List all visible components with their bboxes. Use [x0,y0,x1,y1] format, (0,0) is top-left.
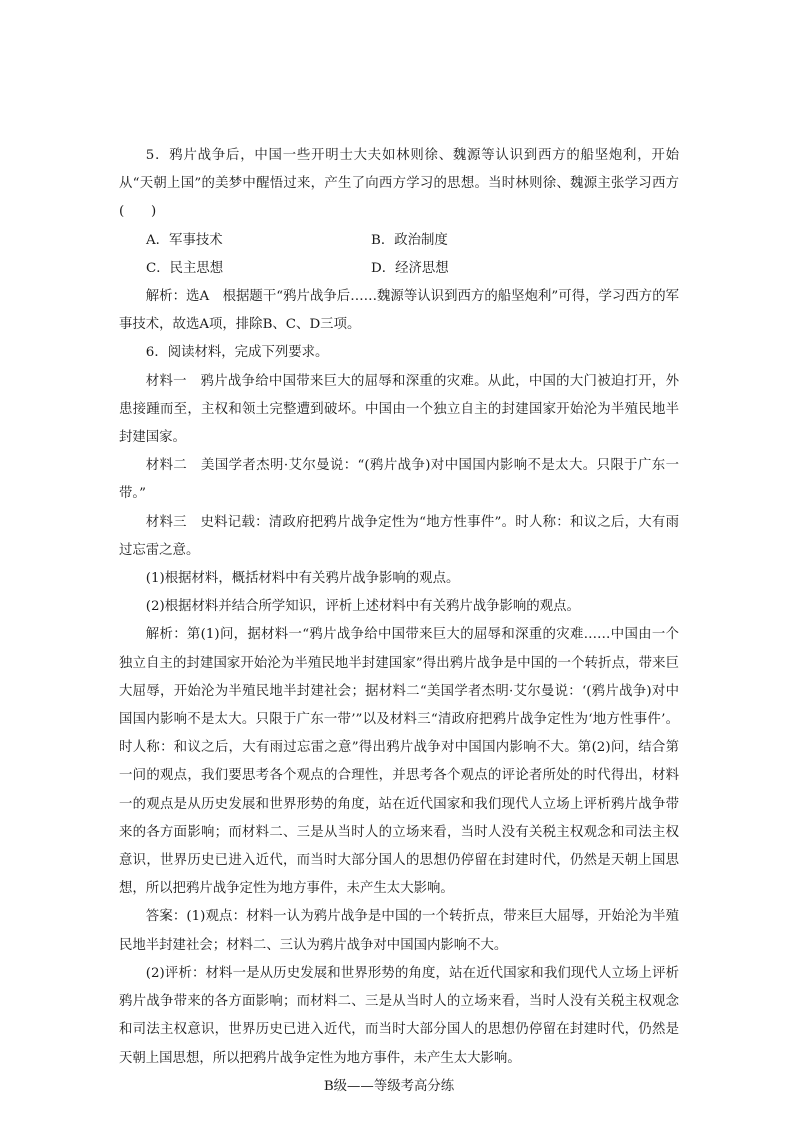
option-c: C．民主思想 [146,260,224,276]
answer-1: 答案：(1)观点：材料一认为鸦片战争是中国的一个转折点，带来巨大屈辱，开始沦为半殖民地半封建社会；材料二、三认为鸦片战争对中国国内影响不大。 [119,909,679,953]
requirement-1: (1)根据材料，概括材料中有关鸦片战争影响的观点。 [145,571,460,587]
section-b-title: B级——等级考高分练 [323,1078,455,1094]
material-3: 材料三 史料记载：清政府把鸦片战争定性为“地方性事件”。时人称：和议之后，大有雨过忘雷之意。 [119,514,679,558]
requirement-2: (2)根据材料并结合所学知识，评析上述材料中有关鸦片战争影响的观点。 [145,599,580,615]
option-a: A．军事技术 [146,232,223,248]
option-b: B．政治制度 [371,232,448,248]
question-5-options-row-2 [119,255,679,283]
question-5-options-row-1 [119,227,679,255]
material-1: 材料一 鸦片战争给中国带来巨大的屈辱和深重的灾难。从此，中国的大门被迫打开，外患接踵而至，主权和领土完整遭到破坏。中国由一个独立自主的封建国家开始沦为半殖民地半封建国家。 [119,373,679,446]
question-6-stem: 6．阅读材料，完成下列要求。 [145,345,329,361]
question-5-analysis: 解析：选A 根据题干“鸦片战争后……魏源等认识到西方的船坚炮利”可得，学习西方的军事技术，故选A项，排除B、C、D三项。 [119,289,679,333]
option-d: D．经济思想 [371,260,449,276]
question-6-analysis: 解析：第(1)问，据材料一“鸦片战争给中国带来巨大的屈辱和深重的灾难……中国由一个独立自主的封建国家开始沦为半殖民地半封建国家”得出鸦片战争是中国的一个转折点，带来巨大屈辱，开始沦为半殖民地半封建社会；据材料二“美国学者杰明·艾尔曼说：‘(鸦片战争)对中国国内影响不是太大。只限于广东一带’”以及材料三“清政府把鸦片战争定性为‘地方性事件’。时人称：和议之后，大有雨过忘雷之意”得出鸦片战争对中国国内影响不大。第(2)问，结合第一问的观点，我们要思考各个观点的合理性，并思考各个观点的评论者所处的时代得出，材料一的观点是从历史发展和世界形势的角度，站在近代国家和我们现代人立场上评析鸦片战争带来的各方面影响；而材料二、三是从当时人的立场来看，当时人没有关税主权观念和司法主权意识，世界历史已进入近代，而当时大部分国人的思想仍停留在封建时代，仍然是天朝上国思想，所以把鸦片战争定性为地方事件，未产生太大影响。 [119,627,679,897]
document-body [119,142,679,1101]
question-5-stem: 5．鸦片战争后，中国一些开明士大夫如林则徐、魏源等认识到西方的船坚炮利，开始从“天朝上国”的美梦中醒悟过来，产生了向西方学习的思想。当时林则徐、魏源主张学习西方( ) [119,148,679,220]
material-2: 材料二 美国学者杰明·艾尔曼说：“(鸦片战争)对中国国内影响不是太大。只限于广东一带。” [119,458,679,502]
answer-2: (2)评析：材料一是从历史发展和世界形势的角度，站在近代国家和我们现代人立场上评析鸦片战争带来的各方面影响；而材料二、三是从当时人的立场来看，当时人没有关税主权观念和司法主权意识，世界历史已进入近代，而当时大部分国人的思想仍停留在封建时代，仍然是天朝上国思想，所以把鸦片战争定性为地方事件，未产生太大影响。 [119,965,679,1066]
